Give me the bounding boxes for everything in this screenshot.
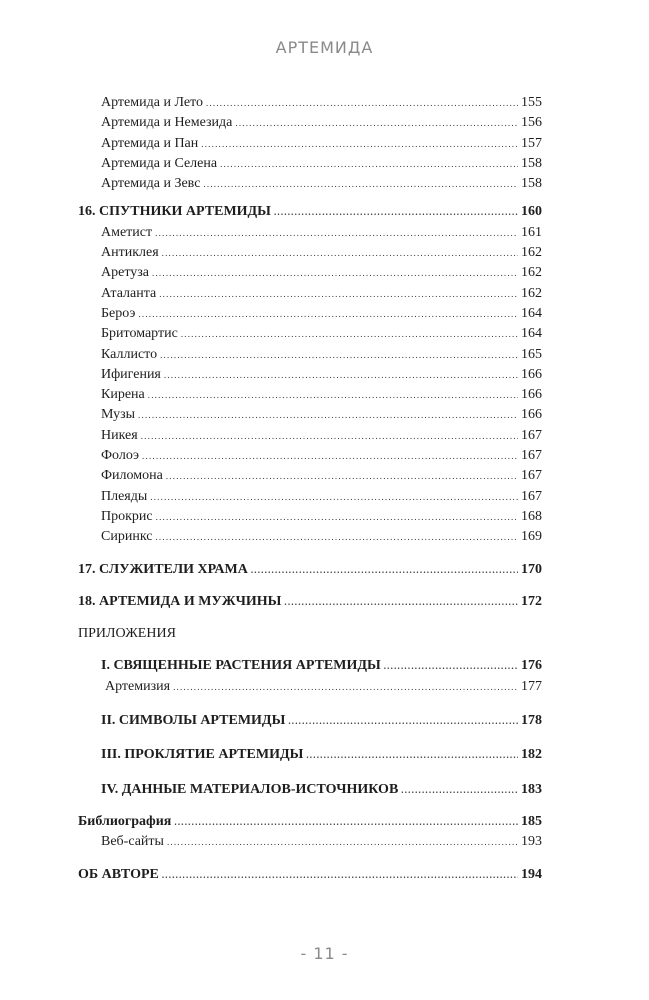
toc-entry-title: Артемида и Зевс	[101, 176, 201, 192]
toc-entry[interactable]	[78, 243, 542, 263]
toc-entry[interactable]	[78, 426, 542, 446]
leader-dots	[251, 560, 518, 580]
leader-dots	[206, 93, 518, 113]
toc-appendix-page: 182	[521, 747, 542, 763]
toc-appendix-page: 178	[521, 713, 542, 729]
leader-dots	[155, 223, 518, 243]
leader-dots	[235, 113, 518, 133]
leader-dots	[138, 304, 518, 324]
toc-entry-title: Артемида и Немезида	[101, 115, 233, 131]
toc-entry[interactable]	[78, 263, 542, 283]
toc-entry[interactable]	[78, 113, 542, 133]
toc-entry-page: 164	[521, 305, 542, 321]
toc-entry[interactable]	[78, 304, 542, 324]
toc-appendix-title: I. СВЯЩЕННЫЕ РАСТЕНИЯ АРТЕМИДЫ	[101, 658, 381, 674]
toc-chapter[interactable]	[78, 812, 542, 832]
toc-entry-title: Аретуза	[101, 265, 150, 281]
page-number: - 11 -	[300, 944, 349, 963]
toc-entry-page: 193	[521, 834, 542, 850]
toc-entry-page: 168	[521, 508, 542, 524]
leader-dots	[167, 832, 518, 852]
leader-dots	[174, 812, 518, 832]
leader-dots	[159, 284, 518, 304]
toc-entry[interactable]	[78, 345, 542, 365]
toc-entry[interactable]	[78, 284, 542, 304]
toc-entry-page: 169	[521, 529, 542, 545]
leader-dots	[288, 711, 518, 731]
spacer	[78, 194, 542, 202]
toc-entry[interactable]	[78, 677, 542, 697]
toc-entry-page: 167	[521, 427, 542, 443]
leader-dots	[384, 656, 518, 676]
toc-chapter-title: Библиография	[78, 813, 172, 829]
leader-dots	[160, 345, 518, 365]
leader-dots	[401, 780, 518, 800]
toc-appendix-title: II. СИМВОЛЫ АРТЕМИДЫ	[101, 713, 286, 729]
toc-entry-page: 158	[521, 176, 542, 192]
toc-entry[interactable]	[78, 174, 542, 194]
toc-entry-page: 165	[521, 346, 542, 362]
toc-entry-title: Бритомартис	[101, 326, 178, 342]
toc-entry-title: Никея	[101, 427, 138, 443]
toc-entry-title: Музы	[101, 407, 136, 423]
leader-dots	[220, 154, 518, 174]
spacer	[78, 766, 542, 780]
spacer	[78, 853, 542, 865]
toc-entry-page: 158	[521, 155, 542, 171]
leader-dots	[284, 592, 518, 612]
leader-dots	[138, 405, 518, 425]
toc-appendix-title: IV. ДАННЫЕ МАТЕРИАЛОВ-ИСТОЧНИКОВ	[101, 781, 399, 797]
toc-entry-title: Фолоэ	[101, 448, 140, 464]
toc-entry-page: 166	[521, 387, 542, 403]
toc-entry-title: Артемида и Лето	[101, 95, 203, 110]
toc-entry-page: 167	[521, 468, 542, 484]
toc-entry-title: Прокрис	[101, 508, 153, 524]
spacer	[78, 580, 542, 592]
leader-dots	[181, 324, 518, 344]
toc-chapter-page: 170	[521, 561, 542, 577]
toc-entry-page: 162	[521, 265, 542, 281]
spacer	[78, 697, 542, 711]
toc-entry-title: Веб-сайты	[101, 834, 164, 850]
toc-chapter-page: 194	[521, 866, 542, 882]
leader-dots	[155, 527, 518, 547]
toc-entry[interactable]	[78, 507, 542, 527]
spacer	[78, 731, 542, 745]
toc-chapter[interactable]	[78, 592, 542, 612]
toc-entry[interactable]	[78, 365, 542, 385]
toc-entry-title: Аталанта	[101, 285, 157, 301]
appendices-heading	[78, 624, 542, 644]
toc-entry[interactable]	[78, 93, 542, 113]
toc-entry-title: Кирена	[101, 387, 145, 403]
leader-dots	[141, 426, 518, 446]
toc-appendix[interactable]	[78, 711, 542, 731]
toc-entry-page: 167	[521, 448, 542, 464]
toc-entry[interactable]	[78, 134, 542, 154]
toc-entry[interactable]	[78, 487, 542, 507]
leader-dots	[162, 243, 518, 263]
toc-chapter-title: ОБ АВТОРЕ	[78, 866, 159, 882]
appendices-title: ПРИЛОЖЕНИЯ	[78, 626, 176, 642]
toc-chapter-page: 172	[521, 593, 542, 609]
leader-dots	[162, 865, 518, 885]
toc-chapter[interactable]	[78, 865, 542, 885]
toc-entry-title: Бероэ	[101, 305, 136, 321]
toc-entry-page: 161	[521, 224, 542, 240]
toc-entry[interactable]	[78, 466, 542, 486]
toc-appendix[interactable]	[78, 780, 542, 800]
toc-entry-title: Антиклея	[101, 245, 159, 261]
toc-entry-title: Артемида и Пан	[101, 135, 199, 151]
spacer	[78, 800, 542, 812]
toc-entry[interactable]	[78, 527, 542, 547]
toc-entry-page: 167	[521, 488, 542, 504]
toc-entry[interactable]	[78, 405, 542, 425]
toc-chapter-page: 160	[521, 204, 542, 220]
toc-entry-title: Филомона	[101, 468, 163, 484]
spacer	[78, 612, 542, 624]
leader-dots	[152, 263, 518, 283]
running-head: АРТЕМИДА	[275, 38, 374, 57]
toc-chapter-page: 185	[521, 813, 542, 829]
toc-entry-page: 157	[521, 135, 542, 151]
toc-entry-title: Каллисто	[101, 346, 158, 362]
toc-entry-page: 155	[521, 95, 542, 110]
toc-entry[interactable]	[78, 223, 542, 243]
toc-entry-title: Плеяды	[101, 488, 148, 504]
leader-dots	[173, 677, 518, 697]
leader-dots	[164, 365, 518, 385]
toc-entry[interactable]	[78, 832, 542, 852]
toc-entry[interactable]	[78, 154, 542, 174]
toc-entry-title: Артемизия	[105, 678, 171, 694]
toc-appendix[interactable]	[78, 745, 542, 765]
toc-appendix-title: III. ПРОКЛЯТИЕ АРТЕМИДЫ	[101, 747, 304, 763]
toc-appendix-page: 176	[521, 658, 542, 674]
toc-entry-page: 177	[521, 678, 542, 694]
toc-entry-title: Сиринкс	[101, 529, 153, 545]
table-of-contents	[78, 93, 542, 885]
leader-dots	[306, 745, 518, 765]
leader-dots	[203, 174, 518, 194]
toc-chapter[interactable]	[78, 202, 542, 222]
toc-chapter-title: 16. СПУТНИКИ АРТЕМИДЫ	[78, 204, 271, 220]
toc-entry-title: Ифигения	[101, 366, 161, 382]
toc-chapter-title: 17. СЛУЖИТЕЛИ ХРАМА	[78, 561, 248, 577]
leader-dots	[142, 446, 518, 466]
toc-chapter-title: 18. АРТЕМИДА И МУЖЧИНЫ	[78, 593, 282, 609]
toc-entry-page: 166	[521, 366, 542, 382]
leader-dots	[150, 487, 518, 507]
toc-entry-title: Аметист	[101, 224, 153, 240]
toc-entry-page: 162	[521, 245, 542, 261]
toc-appendix[interactable]	[78, 656, 542, 676]
toc-entry[interactable]	[78, 324, 542, 344]
leader-dots	[156, 507, 518, 527]
toc-entry[interactable]	[78, 446, 542, 466]
toc-entry-page: 166	[521, 407, 542, 423]
toc-entry-title: Артемида и Селена	[101, 155, 218, 171]
spacer	[78, 548, 542, 560]
toc-entry-page: 164	[521, 326, 542, 342]
leader-dots	[274, 202, 518, 222]
toc-entry-page: 156	[521, 115, 542, 131]
leader-dots	[148, 385, 518, 405]
spacer	[78, 644, 542, 656]
toc-entry[interactable]	[78, 385, 542, 405]
toc-appendix-page: 183	[521, 781, 542, 797]
leader-dots	[201, 134, 518, 154]
toc-entry-page: 162	[521, 285, 542, 301]
leader-dots	[166, 466, 518, 486]
toc-chapter[interactable]	[78, 560, 542, 580]
